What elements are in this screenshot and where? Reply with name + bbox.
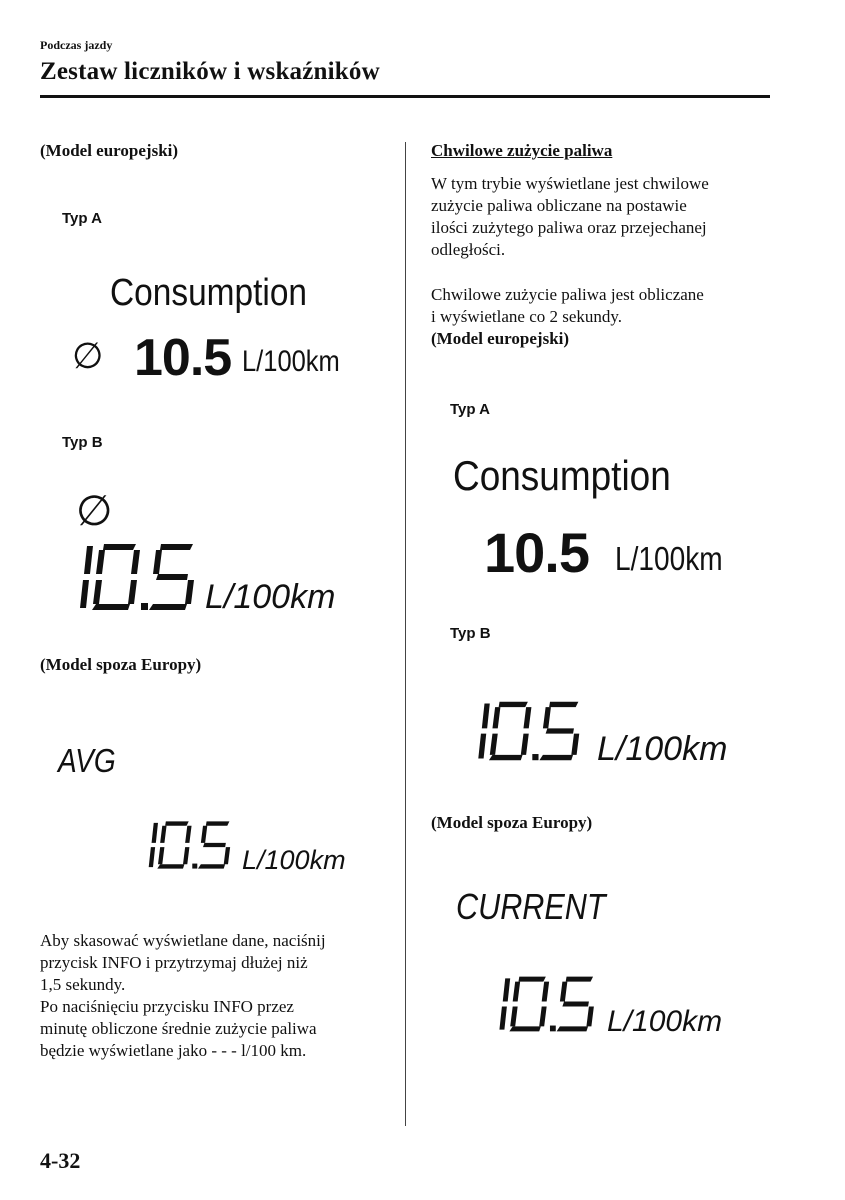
digit-5 (557, 977, 594, 1032)
digit-5 (149, 544, 194, 610)
left-typ-b-label: Typ B (62, 434, 103, 451)
left-display-a-value: 10.5 (134, 329, 232, 387)
decimal-point (141, 603, 148, 610)
digit-1 (478, 704, 490, 759)
left-display-c-word: AVG (58, 742, 116, 779)
right-model-non-eu-label: (Model spoza Europy) (431, 813, 593, 832)
title-rule (40, 95, 770, 98)
left-paragraph-1: Aby skasować wyświetlane dane, naciśnij przycisk INFO i przytrzymaj dłużej niż 1,5 sekundy. (40, 931, 326, 994)
right-heading: Chwilowe zużycie paliwa (431, 141, 613, 160)
left-model-non-eu-label: (Model spoza Europy) (40, 655, 202, 674)
right-display-a-unit: L/100km (615, 540, 723, 577)
right-model-eu-label: (Model europejski) (431, 329, 570, 348)
left-display-c-unit: L/100km (242, 845, 346, 875)
digit-0 (489, 702, 532, 760)
digit-1 (149, 823, 158, 867)
right-display-c-digits (486, 975, 604, 1033)
section-label: Podczas jazdy (40, 38, 113, 52)
left-paragraph-2: Po naciśnięciu przycisku INFO przez minutę obliczone średnie zużycie paliwa będzie wyświetlane jako - - - l/100 km. (40, 997, 317, 1060)
right-display-b-digits (462, 700, 592, 762)
diameter-icon: ∅ (76, 486, 113, 535)
left-model-eu-label: (Model europejski) (40, 141, 179, 160)
right-display-a-value: 10.5 (484, 521, 589, 584)
decimal-point (550, 1026, 556, 1032)
right-typ-b-label: Typ B (450, 625, 491, 642)
digit-5 (198, 821, 230, 868)
digit-1 (80, 546, 93, 608)
right-display-c-unit: L/100km (607, 1005, 723, 1038)
digit-0 (157, 821, 191, 868)
left-display-a-unit: L/100km (242, 345, 340, 378)
right-display-a-word: Consumption (453, 452, 671, 499)
left-display-b-digits (70, 542, 200, 612)
left-display-c-digits (138, 820, 238, 870)
diameter-icon: ∅ (72, 336, 104, 377)
right-typ-a-label: Typ A (450, 401, 490, 418)
decimal-point (192, 864, 197, 869)
left-typ-a-label: Typ A (62, 210, 102, 227)
digit-0 (92, 544, 140, 610)
column-divider (405, 142, 406, 1126)
right-display-c-word: CURRENT (456, 886, 606, 927)
digit-1 (499, 978, 510, 1029)
right-paragraph-1: W tym trybie wyświetlane jest chwilowe zużycie paliwa obliczane na postawie ilości zużytego paliwa oraz przejechanej odległości. (431, 174, 709, 259)
left-display-a-word: Consumption (110, 272, 308, 314)
digit-0 (509, 977, 549, 1032)
right-paragraph-2: Chwilowe zużycie paliwa jest obliczane i wyświetlane co 2 sekundy. (431, 285, 704, 326)
left-display-b-unit: L/100km (205, 578, 336, 616)
digit-5 (539, 702, 579, 760)
page-title: Zestaw liczników i wskaźników (40, 58, 380, 85)
right-display-b-unit: L/100km (597, 730, 728, 768)
decimal-point (532, 754, 538, 760)
page-number: 4-32 (40, 1148, 81, 1173)
